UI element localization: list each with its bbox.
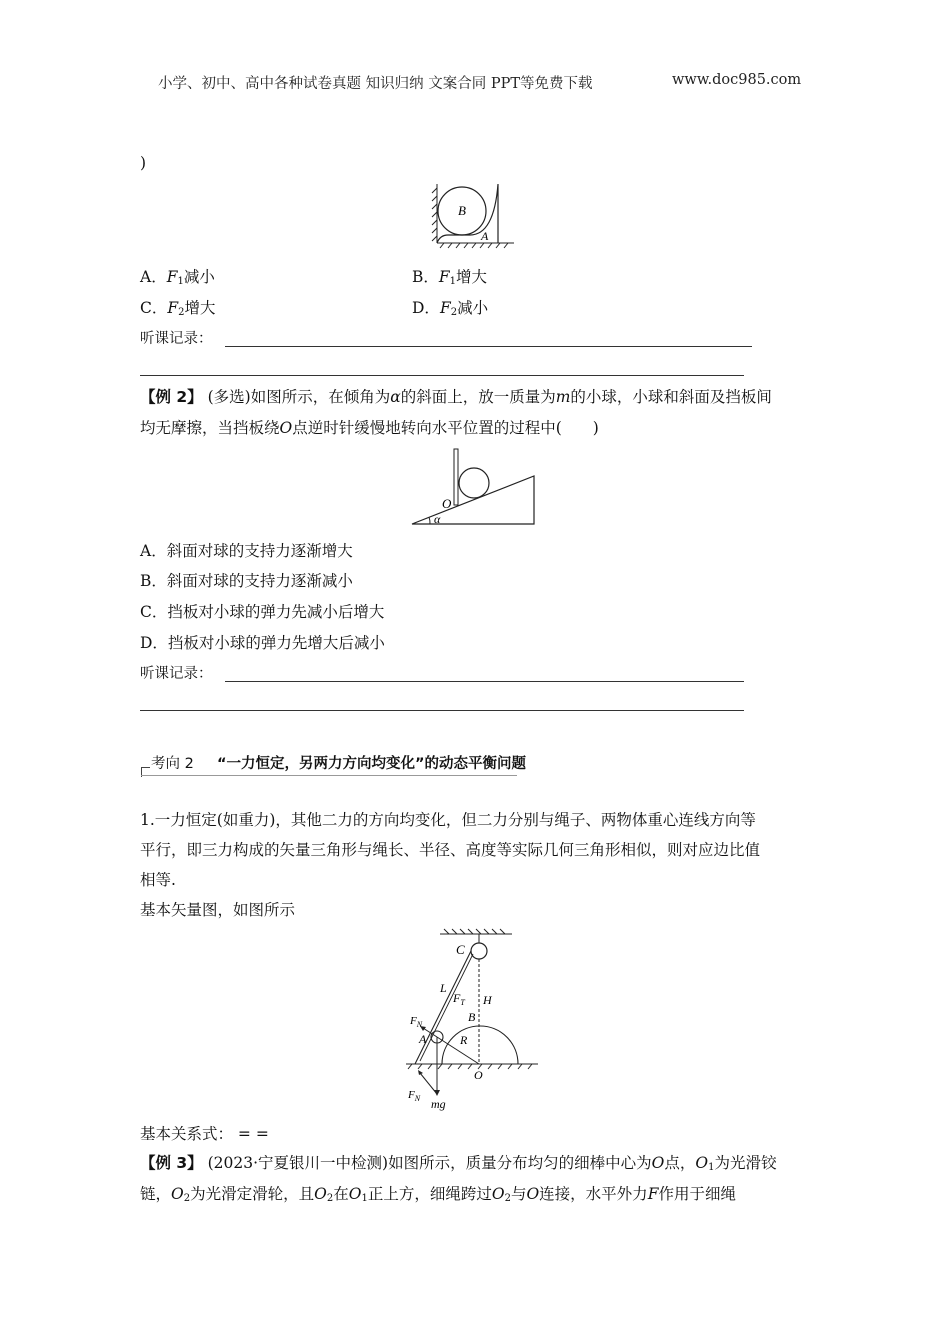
option-c-key: C． [140,299,168,317]
ex2-o: O [279,419,293,437]
vec-fn2 [420,1073,437,1094]
ex2-alpha: α [390,388,401,406]
ex3-l2-e: 与 [510,1185,527,1203]
ex3-line1 [140,1152,776,1179]
label-fn-bottom-f: F [408,1089,415,1101]
option-b-key: B． [412,268,439,286]
option-d-sym: F [439,299,451,317]
header-url: www.doc985.com [672,72,802,88]
option-a[interactable] [140,266,215,293]
option-c-sym: F [167,299,179,317]
paren-close: ) [140,154,147,172]
ex3-l2-b: 为光滑定滑轮，且 [190,1185,315,1203]
ex2-line1-c: 的小球，小球和斜面及挡板间 [570,388,772,406]
radius-r [437,1037,479,1064]
ex2-tag: 【例 2】 [140,388,203,406]
floor-hatch [437,243,514,248]
ex2-m: m [555,388,571,406]
ex2-option-a[interactable]: A．斜面对球的支持力逐渐增大 [140,542,353,560]
ex3-o3: O [526,1185,540,1203]
ball [459,468,489,498]
option-c-text: 增大 [184,299,216,317]
label-r: R [460,1033,468,1047]
notes-label-2: 听课记录： [140,666,213,682]
label-ft-f: F [453,991,461,1005]
label-b: B [458,203,466,218]
option-b-sub: 1 [449,276,457,287]
figure-ball-block [430,180,520,250]
label-ft [452,991,465,1007]
ex3-o2b-sub: 2 [326,1193,334,1204]
label-a3: A [419,1032,427,1046]
ex3-o2c-sub: 2 [504,1193,511,1204]
ex3-o1-sub: 1 [708,1162,715,1173]
label-o3: O [474,1068,483,1082]
rope-l [415,951,471,1064]
ex3-l2-c: 在 [333,1185,349,1203]
ex3-tag: 【例 3】 [140,1154,203,1172]
label-fn-bottom [407,1089,421,1103]
figure-incline [408,446,540,528]
ex2-line1 [140,386,772,408]
ex2-option-d[interactable]: D．挡板对小球的弹力先增大后减小 [140,634,385,652]
option-a-key: A． [140,268,167,286]
label-fn-top-n: N [416,1020,423,1029]
ex2-line2 [140,417,599,439]
ex3-o2a: O [171,1185,184,1203]
label-h: H [483,993,492,1007]
option-d-sub: 2 [450,307,458,318]
label-b3: B [468,1010,476,1024]
section-underline [141,775,517,776]
ex3-l2-g: 作用于细绳 [658,1185,736,1203]
label-l: L [440,981,447,995]
figure-vector [398,926,548,1112]
option-b[interactable] [412,266,487,293]
label-c: C [456,942,465,957]
ex2-line2-a: 均无摩擦，当挡板绕 [140,419,280,437]
ex3-l1-b: 点， [664,1154,696,1172]
option-b-text: 增大 [456,268,488,286]
para1-line1: 1.一力恒定(如重力)，其他二力的方向均变化，但二力分别与绳子、两物体重心连线方向等 [140,811,756,829]
section-title: “一力恒定，另两力方向均变化”的动态平衡问题 [217,756,527,772]
ex3-o1b: O [348,1185,362,1203]
label-fn-top [409,1015,423,1029]
ex3-o: O [651,1154,665,1172]
label-o: O [442,496,452,511]
ex3-o1: O [695,1154,709,1172]
option-b-sym: F [438,268,450,286]
ex3-l1-a: (2023·宁夏银川一中检测)如图所示，质量分布均匀的细棒中心为 [207,1154,652,1172]
ex2-line1-a: (多选)如图所示，在倾角为 [207,388,391,406]
option-a-text: 减小 [183,268,215,286]
notes-line-2b[interactable] [140,710,744,711]
option-d-text: 减小 [457,299,489,317]
para2: 基本矢量图，如图所示 [140,901,296,919]
ex3-o2c: O [491,1185,505,1203]
header-text: 小学、初中、高中各种试卷真题 知识归纳 文案合同 PPT等免费下载 [158,76,593,92]
notes-line-1b[interactable] [140,375,744,376]
para1-line2: 平行，即三力构成的矢量三角形与绳长、半径、高度等实际几何三角形相似，则对应边比值 [140,841,761,859]
option-d-key: D． [412,299,440,317]
ceiling-hatch [440,929,512,934]
relation: 基本关系式： = = [140,1125,269,1143]
label-fn-top-f: F [410,1015,417,1027]
option-c-sub: 2 [178,307,185,318]
ex3-o1b-sub: 1 [361,1193,368,1204]
option-c[interactable] [140,297,216,324]
label-alpha: α [434,512,441,526]
notes-label-1: 听课记录： [140,331,213,347]
option-a-sub: 1 [177,276,184,287]
ex3-l1-c: 为光滑铰 [714,1154,777,1172]
angle-arc [429,517,430,524]
notes-line-1a[interactable] [225,346,752,347]
incline-shape [412,476,534,524]
section-label: 考向 2 [151,756,194,772]
section-heading [141,748,527,778]
ex3-o2b: O [314,1185,327,1203]
label-mg: mg [431,1097,446,1111]
ground-hatch [406,1064,538,1069]
baffle [454,449,458,505]
ex3-l2-a: 链， [140,1185,172,1203]
ex3-o2a-sub: 2 [183,1193,191,1204]
notes-line-2a[interactable] [225,681,744,682]
option-a-sym: F [166,268,178,286]
pulley [471,943,487,959]
option-d[interactable] [412,297,488,324]
ex2-line1-b: 的斜面上，放一质量为 [400,388,556,406]
label-fn-bottom-n: N [414,1094,421,1103]
ex3-l2-d: 正上方，细绳跨过 [367,1185,492,1203]
fn2-arrowhead [418,1070,423,1075]
label-a: A [481,229,489,243]
ex2-option-c[interactable]: C．挡板对小球的弹力先减小后增大 [140,603,385,621]
ex3-f: F [647,1185,659,1203]
ex2-line2-b: 点逆时针缓慢地转向水平位置的过程中( ) [292,419,599,437]
ex3-line2 [140,1183,736,1210]
para1-line3: 相等. [140,871,176,889]
ex3-l2-f: 连接，水平外力 [539,1185,648,1203]
wall-hatch [432,184,437,243]
ex2-option-b[interactable]: B．斜面对球的支持力逐渐减小 [140,572,353,590]
hemisphere [442,1026,518,1064]
label-ft-t: T [460,998,465,1007]
